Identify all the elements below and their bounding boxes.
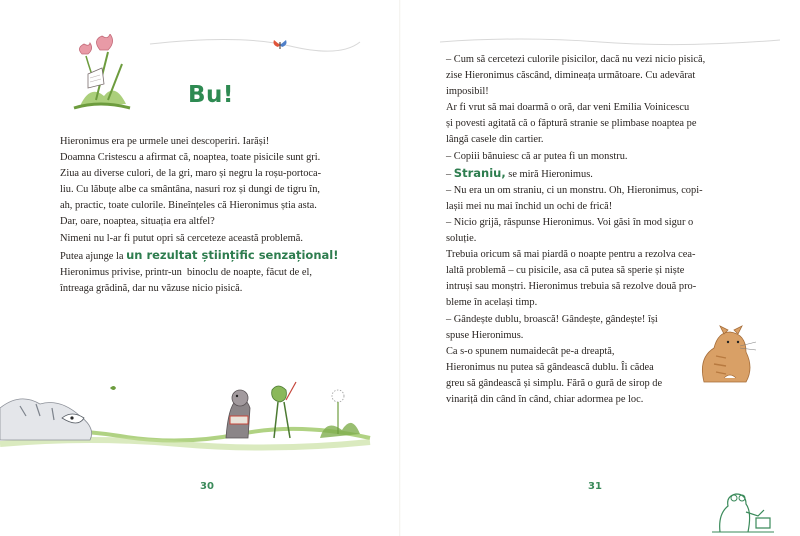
text-line bbox=[446, 149, 754, 165]
body-text: Ziua au diverse culori, de la gri, maro și negru la roșu-portoca- bbox=[60, 168, 322, 180]
emphasis-text: Straniu, bbox=[453, 165, 506, 180]
body-text: zise Hieronimus căscând, dimineața următoare. Cu adevărat bbox=[446, 70, 696, 82]
page-number-right: 31 bbox=[588, 481, 602, 492]
body-text: Ar fi vrut să mai doarmă o oră, dar veni Emilia Voinicescu bbox=[446, 102, 690, 114]
illustration-butterfly bbox=[272, 38, 288, 52]
text-line bbox=[446, 279, 754, 295]
text-line bbox=[446, 215, 754, 231]
body-text: – Copiii bănuiesc că ar putea fi un monstru. bbox=[446, 150, 628, 162]
body-text: spuse Hieronimus. bbox=[446, 329, 524, 341]
body-text: Dar, oare, noaptea, situația era altfel? bbox=[60, 216, 215, 228]
text-line bbox=[60, 150, 366, 166]
text-line bbox=[446, 247, 754, 263]
text-line bbox=[60, 166, 366, 182]
text-line bbox=[60, 247, 366, 265]
body-text: Nimeni nu l-ar fi putut opri să cerceteze această problemă. bbox=[60, 232, 303, 244]
illustration-wavy-line bbox=[440, 34, 780, 46]
body-text: – Nu era un om straniu, ci un monstru. Oh, Hieronimus, copi- bbox=[446, 184, 703, 196]
body-text: liu. Cu lăbuțe albe ca smântâna, nasuri roz și dungi de tigru în, bbox=[60, 184, 320, 196]
page-number-left: 30 bbox=[200, 481, 214, 492]
text-line bbox=[446, 52, 754, 68]
body-text: – Cum să cercetezi culorile pisicilor, dacă nu vezi nicio pisică, bbox=[446, 54, 706, 65]
left-page-text bbox=[60, 134, 366, 297]
text-line bbox=[446, 165, 754, 183]
body-text: Hieronimus nu putea să gândească dublu. Îi cădea bbox=[446, 361, 654, 373]
illustration-ginger-cat bbox=[694, 322, 760, 386]
text-line bbox=[446, 68, 754, 84]
text-line bbox=[446, 132, 754, 148]
body-text: imposibil! bbox=[446, 86, 489, 98]
text-line bbox=[446, 392, 754, 408]
body-text: Putea ajunge la bbox=[60, 250, 127, 262]
text-line bbox=[60, 265, 366, 281]
text-line bbox=[446, 116, 754, 132]
body-text: Hieronimus era pe urmele unei descoperiri. Iarăși! bbox=[60, 136, 270, 147]
text-line bbox=[60, 182, 366, 198]
body-text: Doamna Cristescu a afirmat că, noaptea, toate pisicile sunt gri. bbox=[60, 152, 321, 164]
text-line bbox=[60, 231, 366, 247]
body-text: – Nicio grijă, răspunse Hieronimus. Voi găsi în mod sigur o bbox=[446, 216, 694, 228]
text-line bbox=[446, 231, 754, 247]
body-text: lașii mei nu mai închid un ochi de frică! bbox=[446, 200, 613, 212]
body-text: vinariță din când în când, chiar adormea pe loc. bbox=[446, 393, 644, 405]
body-text: bleme în același timp. bbox=[446, 297, 538, 309]
chapter-title: Bu! bbox=[188, 82, 234, 108]
body-text: lângă casele din cartier. bbox=[446, 134, 544, 146]
emphasis-text: un rezultat științific senzațional! bbox=[126, 247, 339, 262]
text-line bbox=[446, 295, 754, 311]
body-text: soluție. bbox=[446, 233, 477, 245]
body-text: Hieronimus privise, printr-un binoclu de noapte, făcut de el, bbox=[60, 266, 312, 278]
text-line bbox=[60, 214, 366, 230]
text-line bbox=[446, 84, 754, 100]
text-line bbox=[446, 199, 754, 215]
body-text: – bbox=[446, 168, 454, 180]
text-line bbox=[446, 100, 754, 116]
body-text: întreaga grădină, dar nu văzuse nicio pisică. bbox=[60, 282, 243, 294]
body-text: și povesti agitată că o făptură stranie se plimbase noaptea pe bbox=[446, 118, 697, 130]
body-text: greu să gândească și simplu. Fără o gură de sirop de bbox=[446, 377, 663, 389]
body-text: Trebuia oricum să mai piardă o noapte pentru a rezolva cea- bbox=[446, 249, 696, 261]
body-text: se miră Hieronimus. bbox=[505, 168, 593, 180]
text-line bbox=[446, 183, 754, 199]
illustration-frog-outline bbox=[712, 488, 774, 534]
body-text: – Gândește dublu, broască! Gândește, gândește! își bbox=[446, 313, 658, 325]
body-text: ah, practic, toate culorile. Bineînțeles că Hieronimus știa asta. bbox=[60, 200, 317, 212]
text-line bbox=[446, 263, 754, 279]
text-line bbox=[60, 198, 366, 214]
text-line bbox=[60, 281, 366, 297]
text-line bbox=[60, 134, 366, 150]
body-text: intruși sau monștri. Hieronimus trebuia să rezolve două pro- bbox=[446, 281, 697, 293]
body-text: laltă problemă – cu pisicile, asa că putea să sperie și niște bbox=[446, 265, 685, 277]
illustration-garden-scene bbox=[0, 378, 380, 458]
body-text: Ca s-o spunem numaidecât pe-a dreaptă, bbox=[446, 345, 615, 357]
